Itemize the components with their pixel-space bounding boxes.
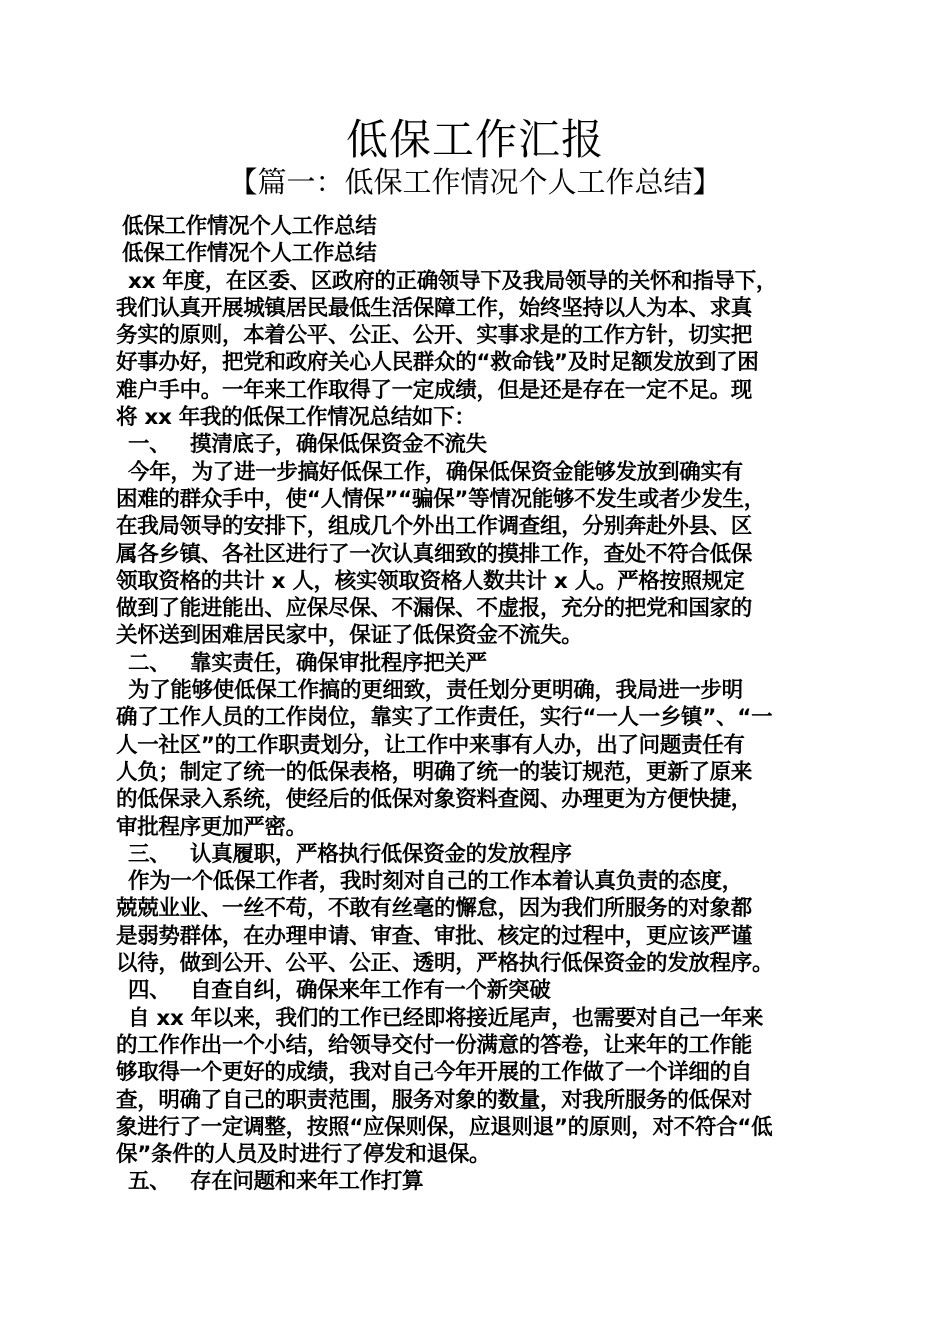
paragraph-line: 领取资格的共计 x 人，核实领取资格人数共计 x 人。严格按照规定	[116, 568, 745, 594]
document-body	[116, 213, 846, 1196]
paragraph-line: 查，明确了自己的职责范围，服务对象的数量，对我所服务的低保对	[116, 1087, 753, 1113]
paragraph-line: 为了能够使低保工作搞的更细致，责任划分更明确，我局进一步明	[128, 678, 743, 704]
section-heading	[116, 841, 846, 868]
section-number: 二、	[128, 650, 171, 676]
paragraph-line: 今年，为了进一步搞好低保工作，确保低保资金能够发放到确实有	[128, 459, 743, 485]
section-number: 四、	[128, 978, 171, 1004]
paragraph-line: 兢兢业业、一丝不苟，不敢有丝毫的懈怠，因为我们所服务的对象都	[116, 896, 753, 922]
section-heading	[116, 431, 846, 458]
document-subtitle: 【篇一：低保工作情况个人工作总结】	[228, 165, 722, 199]
section-heading-text: 存在问题和来年工作打算	[190, 1169, 424, 1195]
paragraph-line: 困难的群众手中，使“人情保”“骗保”等情况能够不发生或者少发生，	[116, 486, 765, 512]
section-heading-text: 自查自纠，确保来年工作有一个新突破	[190, 978, 551, 1004]
paragraph-line: 的工作作出一个小结，给领导交付一份满意的答卷，让来年的工作能	[116, 1032, 753, 1058]
section-heading-text: 认真履职，严格执行低保资金的发放程序	[190, 841, 572, 867]
section-heading	[116, 977, 846, 1004]
paragraph-line: 保”条件的人员及时进行了停发和退保。	[116, 1142, 491, 1168]
paragraph-line: 人一社区”的工作职责划分，让工作中来事有人办，出了问题责任有	[116, 732, 745, 758]
paragraph-line: 审批程序更加严密。	[116, 814, 307, 840]
paragraph-line: 难户手中。一年来工作取得了一定成绩，但是还是存在一定不足。现	[116, 377, 753, 403]
paragraph-line: 人负；制定了统一的低保表格，明确了统一的装订规范，更新了原来	[116, 759, 753, 785]
paragraph-line: 象进行了一定调整，按照“应保则保，应退则退”的原则，对不符合“低	[116, 1114, 773, 1140]
section-number: 三、	[128, 841, 171, 867]
paragraph-line: 将 xx 年我的低保工作情况总结如下：	[116, 405, 476, 431]
section-heading-text: 靠实责任，确保审批程序把关严	[190, 650, 487, 676]
paragraph-line: xx 年度，在区委、区政府的正确领导下及我局领导的关怀和指导下，	[128, 268, 778, 294]
paragraph-line: 我们认真开展城镇居民最低生活保障工作，始终坚持以人为本、求真	[116, 295, 753, 321]
paragraph-line: 好事办好，把党和政府关心人民群众的“救命钱”及时足额发放到了困	[116, 350, 759, 376]
intro-heading-line: 低保工作情况个人工作总结	[122, 214, 377, 239]
paragraph-line: 做到了能进能出、应保尽保、不漏保、不虚报，充分的把党和国家的	[116, 596, 753, 622]
section-number: 五、	[128, 1169, 171, 1195]
document-title: 低保工作汇报	[345, 115, 604, 164]
paragraph-line: 务实的原则，本着公平、公正、公开、实事求是的工作方针，切实把	[116, 323, 753, 349]
paragraph-line: 在我局领导的安排下，组成几个外出工作调查组，分别奔赴外县、区	[116, 514, 753, 540]
paragraph-line: 作为一个低保工作者，我时刻对自己的工作本着认真负责的态度，	[128, 869, 743, 895]
paragraph-line: 自 xx 年以来，我们的工作已经即将接近尾声，也需要对自己一年来	[128, 1005, 764, 1031]
section-heading-text: 摸清底子，确保低保资金不流失	[190, 432, 487, 458]
paragraph-line: 的低保录入系统，使经后的低保对象资料查阅、办理更为方便快捷，	[116, 787, 753, 813]
paragraph-line: 确了工作人员的工作岗位，靠实了工作责任，实行“一人一乡镇”、“一	[116, 705, 773, 731]
paragraph-line: 关怀送到困难居民家中，保证了低保资金不流失。	[116, 623, 583, 649]
section-heading	[116, 1168, 846, 1195]
intro-heading-line: 低保工作情况个人工作总结	[122, 241, 377, 267]
paragraph-line: 是弱势群体，在办理申请、审查、审批、核定的过程中，更应该严谨	[116, 923, 753, 949]
paragraph-line: 以待，做到公开、公平、公正、透明，严格执行低保资金的发放程序。	[116, 951, 774, 977]
paragraph-line: 够取得一个更好的成绩，我对自己今年开展的工作做了一个详细的自	[116, 1060, 753, 1086]
paragraph-line: 属各乡镇、各社区进行了一次认真细致的摸排工作，查处不符合低保	[116, 541, 753, 567]
section-number: 一、	[128, 432, 171, 458]
section-heading	[116, 650, 846, 677]
